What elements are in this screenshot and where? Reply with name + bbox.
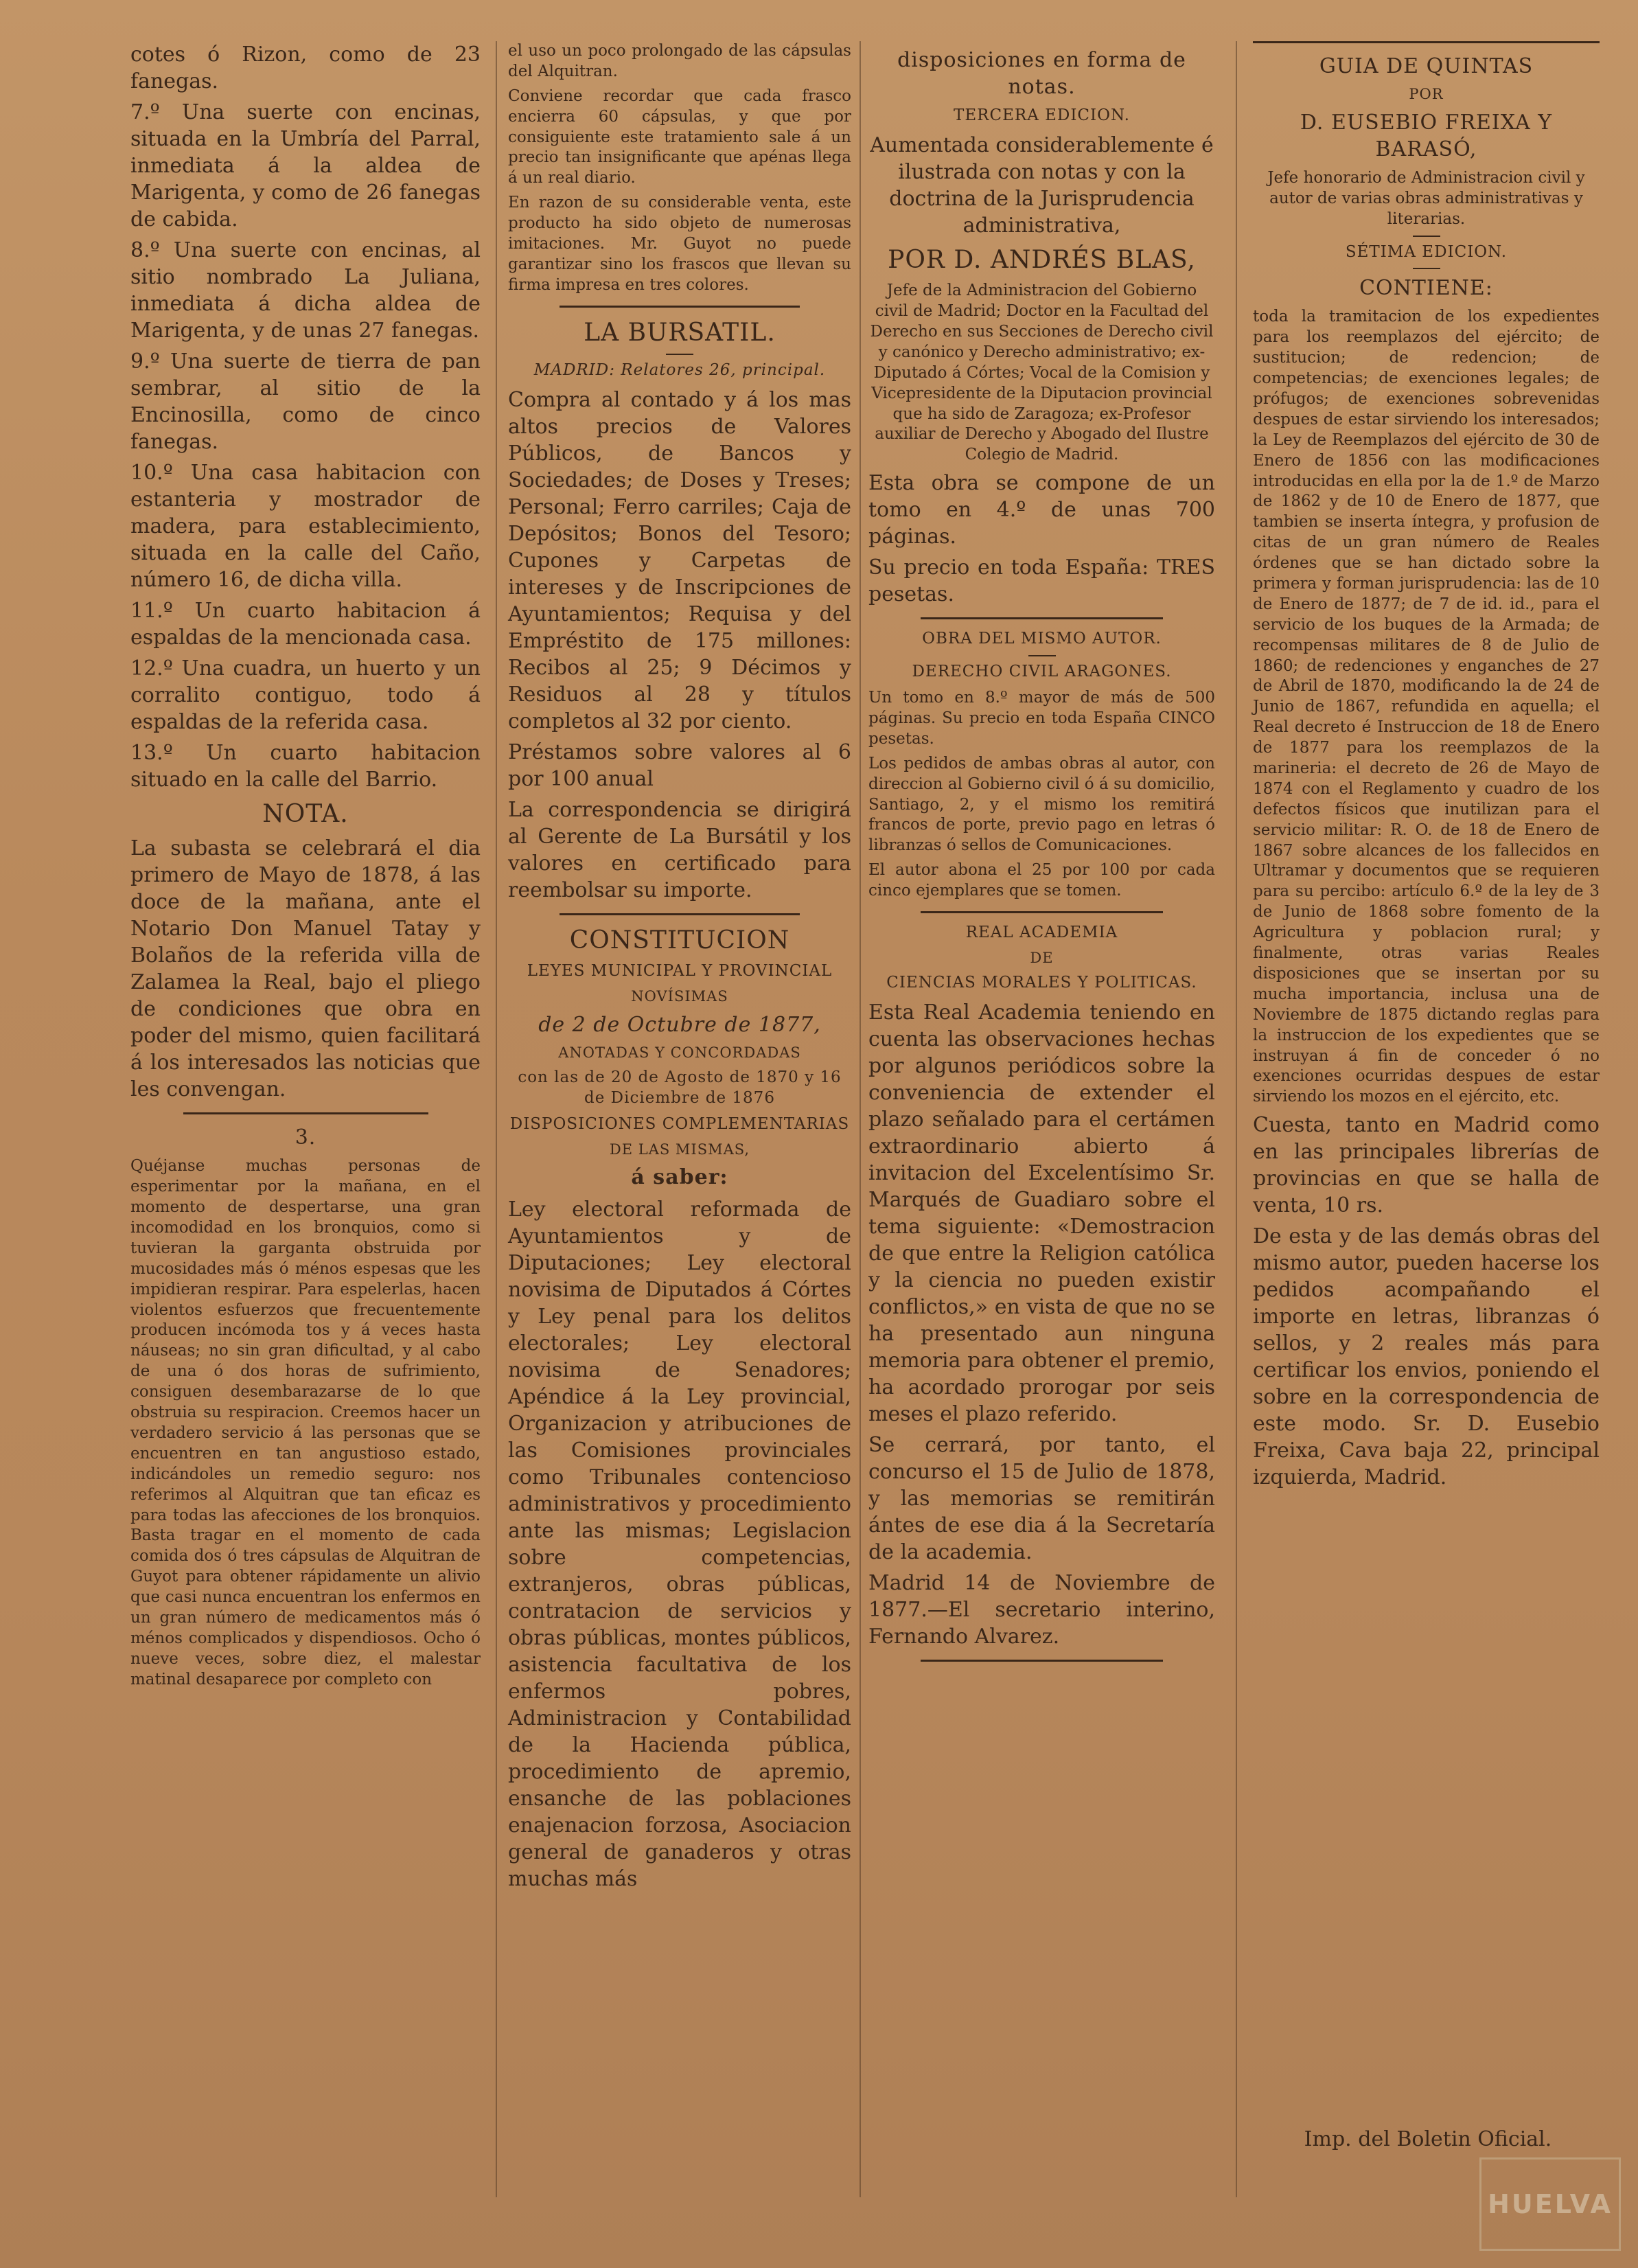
auction-item: 10.º Una casa habitacion con estanteria y mostrador de madera, para establecimiento, situada en la calle del Caño, número 16, de dicha villa. [130, 461, 481, 592]
derecho-civil-title: DERECHO CIVIL ARAGONES. [912, 663, 1172, 681]
book-price: Su precio en toda España: TRES pesetas. [868, 555, 1215, 607]
book-info: Esta obra se compone de un tomo en 4.º de unas 700 páginas. [868, 471, 1215, 549]
auction-item: 13.º Un cuarto habitacion situado en la calle del Barrio. [130, 741, 481, 792]
alquitran-ad-text: Quéjanse muchas personas de esperimentar por la mañana, en el momento de despertarse, una gran incomodidad en los bronquios, como si tuvieran la garganta obstruida por mucosidades más ó ménos espesas que les impidieran respirar. Para espelerlas, hacen violentos esfuerzos que frecuentemente producen incómoda tos y á veces hasta náuseas; no sin gran dificultad, y al cabo de una ó dos horas de sufrimiento, consiguen desembarazarse de lo que obstruia su respiracion. Creemos hacer un verdadero servicio á las personas que se encuentren en tan angustioso estado, indicándoles un remedio seguro: nos referimos al Alquitran que tan eficaz es para todas las afecciones de los bronquios. Basta tragar en el momento de cada comida dos ó tres cápsulas de Alquitran de Guyot para obtener rápidamente un alivio que casi nunca encuentran los enfermos en un gran número de medicamentos más ó ménos complicados y dispendiosos. Ocho ó nueve veces, sobre diez, el malestar matinal desaparece por completo con [130, 1157, 481, 1688]
section-number: 3. [295, 1125, 316, 1150]
divider [921, 617, 1164, 619]
column-divider [860, 41, 861, 2197]
divider [560, 306, 800, 308]
discount-info: El autor abona el 25 por 100 por cada cinco ejemplares que se tomen. [868, 861, 1215, 900]
divider [666, 354, 693, 355]
column-1 [130, 41, 481, 1695]
bursatil-text: Préstamos sobre valores al 6 por 100 anual [508, 740, 851, 791]
ad-continuation: Conviene recordar que cada frasco encierra 60 cápsulas, y que por consiguiente este tratamiento sale á un precio tan insignificante que apénas llega á un real diario. [508, 87, 851, 187]
column-divider [1236, 41, 1237, 2197]
bursatil-text: La correspondencia se dirigirá al Gerente de La Bursátil y los valores en certificado para reembolsar su importe. [508, 797, 851, 902]
divider [1413, 236, 1440, 237]
auction-item: 7.º Una suerte con encinas, situada en la Umbría del Parral, inmediata á la aldea de Marigenta, y como de 26 fanegas de cabida. [130, 100, 481, 231]
divider [1413, 268, 1440, 269]
guia-edition: SÉTIMA EDICION. [1345, 242, 1508, 261]
divider [921, 1660, 1164, 1662]
column-2 [508, 41, 851, 1897]
nota-heading: NOTA. [262, 800, 349, 828]
constitucion-title: CONSTITUCION [569, 926, 790, 954]
guia-author: D. EUSEBIO FREIXA Y BARASÓ, [1300, 110, 1553, 161]
divider [1253, 41, 1600, 43]
constitucion-asaber: á saber: [631, 1165, 728, 1190]
column-3 [868, 41, 1215, 1671]
continuation: disposiciones en forma de notas. [897, 48, 1186, 99]
ad-continuation: el uso un poco prolongado de las cápsulas del Alquitran. [508, 42, 851, 80]
constitucion-subtitle: LEYES MUNICIPAL Y PROVINCIAL [527, 962, 833, 981]
orders-info: Los pedidos de ambas obras al autor, con direccion al Gobierno civil ó á su domicilio, Santiago, 2, y el mismo los remitirá francos de porte, previo pago en letras ó libranzas ó sellos de Comunicaciones. [868, 754, 1215, 855]
archive-stamp: HUELVA [1479, 2157, 1621, 2251]
guia-por: POR [1409, 86, 1444, 102]
auction-item: 11.º Un cuarto habitacion á espaldas de la mencionada casa. [130, 599, 481, 650]
academia-de: DE [1030, 949, 1054, 966]
auction-item: cotes ó Rizon, como de 23 fanegas. [130, 43, 481, 93]
academia-text: Se cerrará, por tanto, el concurso el 15 de Julio de 1878, y las memorias se remitirán ántes de ese dia á la Secretaría de la academia. [868, 1432, 1215, 1564]
constitucion-anotadas: ANOTADAS Y CONCORDADAS [558, 1044, 801, 1062]
divider [921, 911, 1164, 913]
divider [183, 1112, 428, 1114]
column-4 [1253, 41, 1600, 1495]
constitucion-delas: DE LAS MISMAS, [609, 1141, 750, 1158]
ad-continuation: En razon de su considerable venta, este producto ha sido objeto de numerosas imitaciones. Mr. Guyot no puede garantizar sino los frascos que llevan su firma impresa en tres colores. [508, 194, 851, 294]
tomo-info: Un tomo en 8.º mayor de más de 500 páginas. Su precio en toda España CINCO pesetas. [868, 689, 1215, 748]
constitucion-text: Ley electoral reformada de Ayuntamientos y de Diputaciones; Ley electoral novisima de Diputados á Córtes y Ley penal para los delitos electorales; Ley electoral novisima de Senadores; Apéndice á la Ley provincial, Organizacion y atribuciones de las Comisiones provinciales como Tribunales contencioso administrativos y procedimiento ante las mismas; Legislacion sobre competencias, extranjeros, obras públicas, contratacion de servicios y obras públicas, montes públicos, asistencia facultativa de los enfermos pobres, Administracion y Contabilidad de la Hacienda pública, procedimiento de apremio, ensanche de las poblaciones enajenacion forzosa, Asociacion general de ganaderos y otras muchas más [508, 1198, 851, 1892]
same-author-heading: OBRA DEL MISMO AUTOR. [922, 630, 1162, 648]
bursatil-address: MADRID: Relatores 26, principal. [533, 361, 826, 380]
author-description: Jefe de la Administracion del Gobierno civil de Madrid; Doctor en la Facultad del Derecho en sus Secciones de Derecho civil y canónico y Derecho administrativo; ex-Diputado á Córtes; Vocal de la Comision y Vicepresidente de la Diputacion provincial que ha sido de Zaragoza; ex-Profesor auxiliar de Derecho y Abogado del Ilustre Colegio de Madrid. [870, 282, 1214, 464]
academia-text: Esta Real Academia teniendo en cuenta las observaciones hechas por algunos periódicos sobre la conveniencia de extender el plazo señalado para el certámen extraordinario abierto á invitacion del Excelentísimo Sr. Marqués de Guadiaro sobre el tema siguiente: «Demostracion de que entre la Religion católica y la ciencia no pueden existir conflictos,» en vista de que no se ha presentado aun ninguna memoria para obtener el premio, ha acordado prorogar por seis meses el plazo referido. [868, 1000, 1215, 1426]
edition-description: Aumentada considerablemente é ilustrada con notas y con la doctrina de la Jurisprudencia administrativa, [870, 133, 1214, 238]
constitucion-disposiciones: DISPOSICIONES COMPLEMENTARIAS [509, 1114, 850, 1133]
contiene-text: toda la tramitacion de los expedientes para los reemplazos del ejército; de sustitucion; de redencion; de competencias; de exenciones legales; de prófugos; de exenciones sobrevenidas despues de estar sirviendo los interesados; la Ley de Reemplazos del ejército de 30 de Enero de 1856 con las modificaciones introducidas en ella por la de 1.º de Marzo de 1862 y de 10 de Enero de 1877, que tambien se inserta íntegra, y profusion de citas de un gran número de Reales órdenes que se han dictado sobre la primera y forman jurisprudencia: las de 10 de Enero de 1877; de 7 de id. id., para el servicio de los buques de la Armada; de recompensas militares de 8 de Julio de 1860; de redenciones y enganches de 27 de Abril de 1870, modificando la de 24 de Junio de 1867, refundida en aquella; el Real decreto é Instruccion de 18 de Enero de 1877 para los reemplazos de la marineria: el decreto de 26 de Mayo de 1874 con el Reglamento y cuadro de los defectos físicos que inutilizan para el servicio militar: R. O. de 18 de Enero de 1867 sobre alcances de los fallecidos en Ultramar y documentos que se requieren para su percibo: artículo 6.º de la ley de 3 de Junio de 1868 sobre fomento de la Agricultura y poblacion rural; y finalmente, otras varias Reales disposiciones que se insertan por su mucha importancia, inclusa una de Noviembre de 1875 dictando reglas para la instruccion de los expedientes que se instruyan á fin de conceder ó no exenciones ocurridas despues de estar sirviendo los mozos en el ejército, etc. [1253, 308, 1600, 1106]
constitucion-novisimas: NOVÍSIMAS [631, 988, 728, 1005]
auction-item: 12.º Una cuadra, un huerto y un corralito contiguo, todo á espaldas de la referida casa. [130, 656, 481, 734]
column-divider [496, 41, 497, 2197]
bursatil-text: Compra al contado y á los mas altos precios de Valores Públicos, de Bancos y Sociedades; de Doses y Treses; Personal; Ferro carriles; Caja de Depósitos; Bonos del Tesoro; Cupones y Carpetas de intereses y de Inscripciones de Ayuntamientos; Requisa y del Empréstito de 175 millones: Recibos al 25; 9 Décimos y Residuos al 28 y títulos completos al 32 por ciento. [508, 387, 851, 733]
price-info: Cuesta, tanto en Madrid como en las principales librerías de provincias en que se halla de venta, 10 rs. [1253, 1113, 1600, 1218]
guia-author-description: Jefe honorario de Administracion civil y autor de varias obras administrativas y literarias. [1267, 168, 1585, 228]
bursatil-title: LA BURSATIL. [584, 318, 776, 347]
edition: TERCERA EDICION. [954, 106, 1130, 124]
auction-item: 8.º Una suerte con encinas, al sitio nombrado La Juliana, inmediata á dicha aldea de Marigenta, y de unas 27 fanegas. [130, 238, 481, 343]
academia-signature: Madrid 14 de Noviembre de 1877.—El secretario interino, Fernando Alvarez. [868, 1570, 1215, 1649]
academia-subtitle: CIENCIAS MORALES Y POLITICAS. [886, 973, 1197, 992]
contiene-heading: CONTIENE: [1359, 276, 1493, 301]
academia-title: REAL ACADEMIA [965, 923, 1118, 941]
constitucion-date: de 2 de Octubre de 1877, [538, 1013, 821, 1038]
auction-item: 9.º Una suerte de tierra de pan sembrar, al sitio de la Encinosilla, como de cinco fanegas. [130, 350, 481, 454]
author-name: POR D. ANDRÉS BLAS, [888, 245, 1196, 274]
divider [1028, 655, 1056, 656]
printer-footer: Imp. del Boletin Oficial. [1304, 2127, 1552, 2151]
guia-title: GUIA DE QUINTAS [1319, 54, 1534, 78]
nota-text: La subasta se celebrará el dia primero de Mayo de 1878, á las doce de la mañana, ante el Notario Don Manuel Tatay y Bolaños de la referida villa de Zalamea la Real, bajo el pliego de condiciones que obra en poder del mismo, quien facilitará á los interesados las noticias que les convengan. [130, 836, 481, 1102]
constitucion-with: con las de 20 de Agosto de 1870 y 16 de Diciembre de 1876 [518, 1068, 842, 1107]
orders-info: De esta y de las demás obras del mismo autor, pueden hacerse los pedidos acompañando el importe en letras, libranzas ó sellos, y 2 reales más para certificar los envios, poniendo el sobre en la correspondencia de este modo. Sr. D. Eusebio Freixa, Cava baja 22, principal izquierda, Madrid. [1253, 1224, 1600, 1490]
divider [560, 913, 800, 915]
